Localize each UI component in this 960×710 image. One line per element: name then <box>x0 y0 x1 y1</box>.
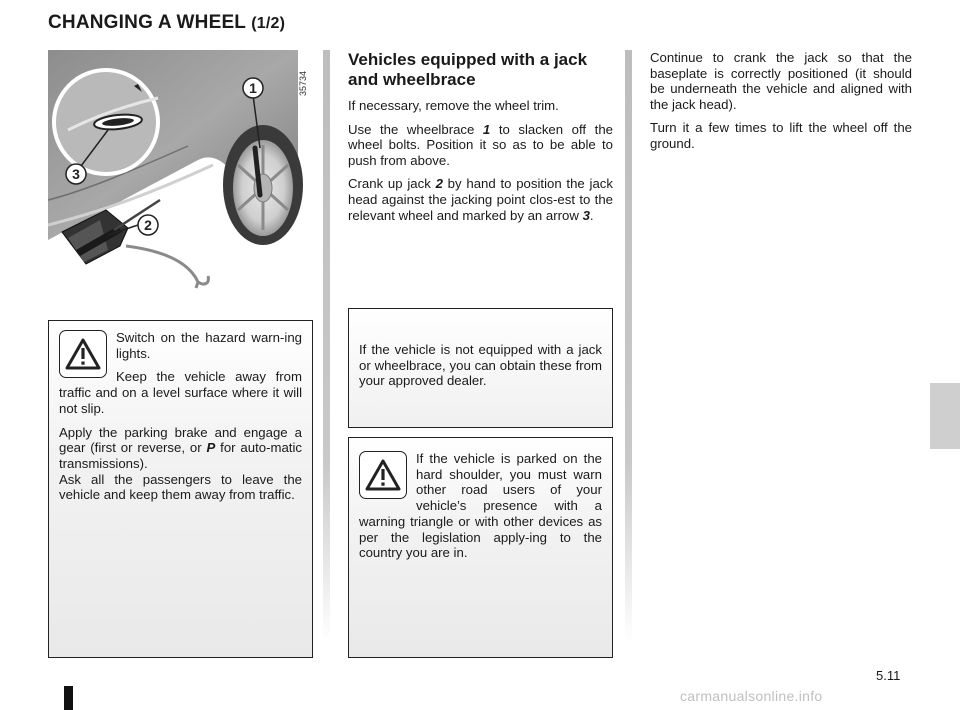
warning-box-hard-shoulder <box>348 437 613 658</box>
warning-keep-away: Keep the vehicle away from traffic and on a level surface where it will not slip. <box>59 369 302 416</box>
step-continue-crank: Continue to crank the jack so that the baseplate is correctly positioned (it should be underneath the vehicle and aligned with the jack head). <box>650 50 912 112</box>
page-title-part: (1/2) <box>251 15 286 32</box>
step-remove-trim: If necessary, remove the wheel trim. <box>348 98 559 113</box>
warning-hazard-lights: Switch on the hazard warn-ing lights. <box>116 330 302 361</box>
callout-3 <box>66 164 86 184</box>
page-title <box>48 12 285 34</box>
callout-1 <box>243 78 263 98</box>
section-tab-marker <box>930 383 960 449</box>
column-continue-instructions <box>650 50 912 160</box>
warning-hard-shoulder-text: If the vehicle is parked on the hard shoulder, you must warn other road users of your vehicle’s presence with a warning triangle or with other devices as per the legislation apply-ing to the country you are in. <box>359 451 602 561</box>
step-slacken-bolts: Use the wheelbrace 1 to slacken off the wheel bolts. Position it so as to be able to push from above. <box>348 121 613 168</box>
step-lift-wheel: Turn it a few times to lift the wheel off the ground. <box>650 120 912 151</box>
column-separator-1 <box>323 50 330 642</box>
step-crank-jack: Crank up jack 2 by hand to position the jack head against the jacking point clos-est to the relevant wheel and marked by an arrow 3. <box>348 176 613 223</box>
warning-passengers: Ask all the passengers to leave the vehicle and keep them away from traffic. <box>59 471 302 503</box>
svg-text:2: 2 <box>144 217 152 233</box>
svg-text:3: 3 <box>72 166 80 182</box>
warning-parking-brake: Apply the parking brake and engage a gear (first or reverse, or P for auto-matic transmissions). <box>59 424 302 471</box>
column-jack-instructions <box>348 50 613 231</box>
warning-box-hazard <box>48 320 313 658</box>
figure-ref-code: 35734 <box>298 70 308 96</box>
page-title-text: CHANGING A WHEEL <box>48 12 246 33</box>
warning-triangle-icon <box>59 330 107 378</box>
info-dealer-text: If the vehicle is not equipped with a jack or wheelbrace, you can obtain these from your approved dealer. <box>359 342 602 389</box>
info-box-dealer <box>348 308 613 428</box>
watermark: carmanualsonline.info <box>680 688 823 704</box>
svg-text:1: 1 <box>249 80 257 96</box>
warning-triangle-icon <box>359 451 407 499</box>
column-separator-2 <box>625 50 632 642</box>
page-number: 5.11 <box>876 668 901 683</box>
section-heading: Vehicles equipped with a jack and wheelbrace <box>348 50 588 89</box>
page-edge-marker <box>64 686 73 710</box>
jack-illustration <box>48 50 312 300</box>
callout-2 <box>138 215 158 235</box>
